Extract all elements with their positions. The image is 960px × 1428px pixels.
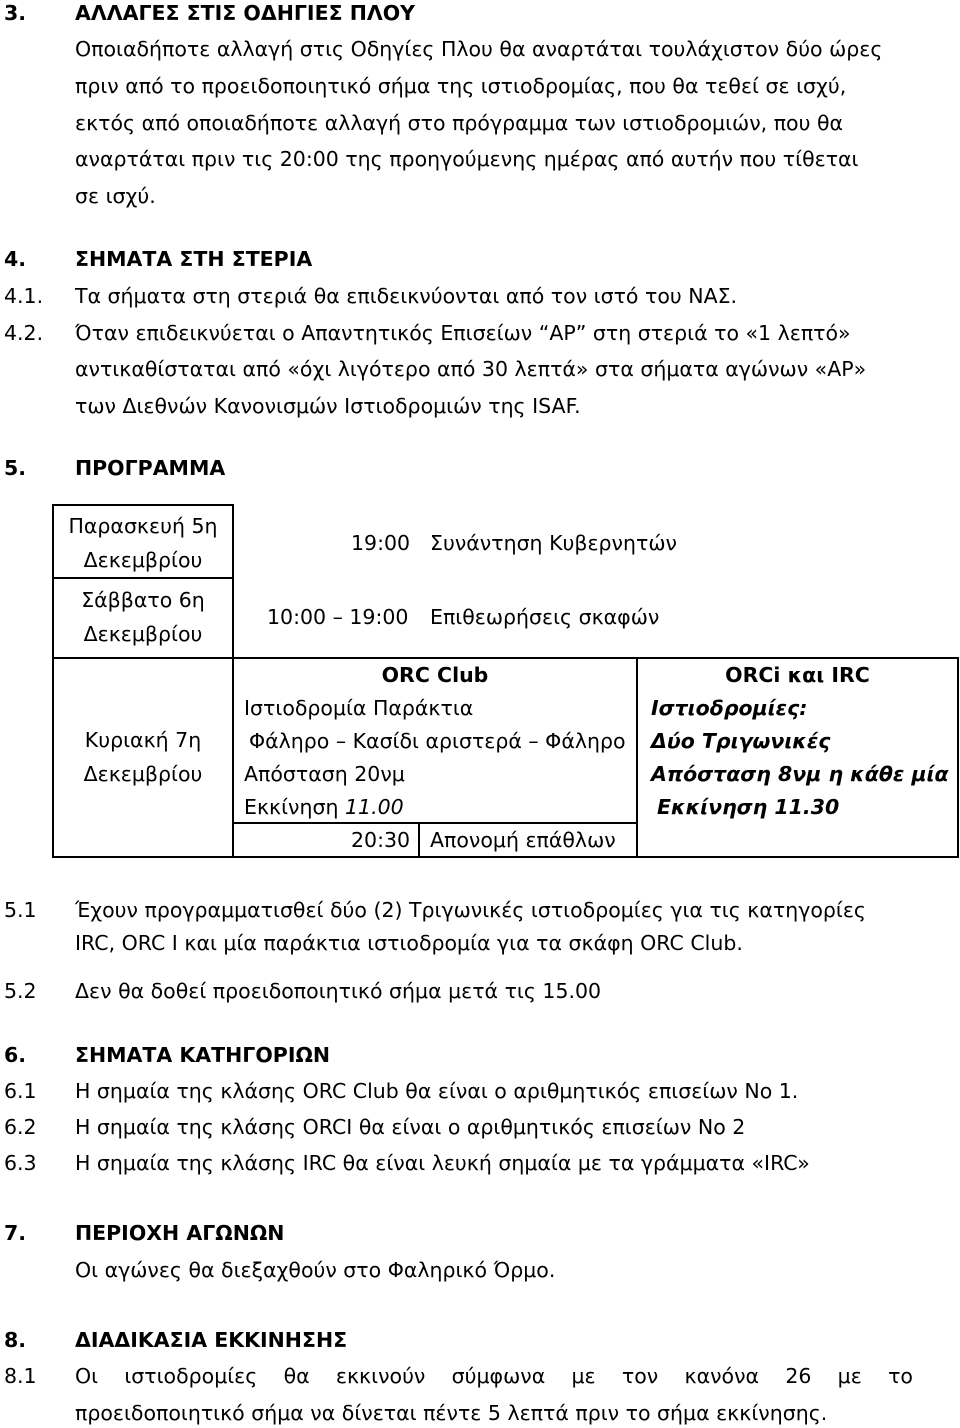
para-5-2-text: Δεν θα δοθεί προειδοποιητικό σήμα μετά τις 15.00 <box>75 979 602 1003</box>
section-3-title: ΑΛΛΑΓΕΣ ΣΤΙΣ ΟΔΗΓΙΕΣ ΠΛΟΥ <box>75 1 416 25</box>
para-6-3-text: Η σημαία της κλάσης IRC θα είναι λευκή σημαία με τα γράμματα «IRC» <box>75 1151 810 1175</box>
friday-event: Συνάντηση Κυβερνητών <box>430 531 677 555</box>
orc-club-course: Φάληρο – Κασίδι αριστερά – Φάληρο <box>249 729 626 753</box>
orci-irc-distance: Απόσταση 8νμ η κάθε μία <box>651 762 949 786</box>
section-3-number: 3. <box>4 1 27 25</box>
sunday-month: Δεκεμβρίου <box>83 762 203 786</box>
para-6-1-text: Η σημαία της κλάσης ORC Club θα είναι ο αριθμητικός επισείων Νο 1. <box>75 1079 799 1103</box>
word: τον <box>621 1364 659 1388</box>
orc-club-distance: Απόσταση 20νμ <box>244 762 405 786</box>
para-5-2-number: 5.2 <box>4 979 37 1003</box>
prize-time: 20:30 <box>351 828 411 852</box>
para-5-1-line-2: IRC, ORC I και μία παράκτια ιστιοδρομία για τα σκάφη ORC Club. <box>75 931 743 955</box>
orci-irc-heading: ORCi και IRC <box>725 663 870 687</box>
para-4-2-line-1: Όταν επιδεικνύεται ο Απαντητικός Επισείων “ΑΡ” στη στεριά το «1 λεπτό» <box>75 321 851 345</box>
orc-club-heading: ORC Club <box>381 663 489 687</box>
table-border-bottom <box>52 856 959 858</box>
word: θα <box>283 1364 310 1388</box>
para-6-2-text: Η σημαία της κλάσης ORCI θα είναι ο αριθμητικός επισείων Νο 2 <box>75 1115 746 1139</box>
orc-club-start-label: Εκκίνηση <box>244 795 345 819</box>
para-6-1-number: 6.1 <box>4 1079 37 1103</box>
section-4-title: ΣΗΜΑΤΑ ΣΤΗ ΣΤΕΡΙΑ <box>75 247 313 271</box>
para-8-1-line-1 <box>75 1363 913 1389</box>
table-prize-row-top <box>232 822 638 824</box>
para-5-1-line-1: Έχουν προγραμματισθεί δύο (2) Τριγωνικές ιστιοδρομίες για τις κατηγορίες <box>75 898 866 922</box>
table-row-divider-1 <box>52 577 234 579</box>
section-3-line-1: Οποιαδήποτε αλλαγή στις Οδηγίες Πλου θα αναρτάται τουλάχιστον δύο ώρες <box>75 37 883 61</box>
orc-club-race-type: Ιστιοδρομία Παράκτια <box>244 696 474 720</box>
friday-month: Δεκεμβρίου <box>83 548 203 572</box>
section-3-line-3: εκτός από οποιαδήποτε αλλαγή στο πρόγραμμα των ιστιοδρομιών, που θα <box>75 111 844 135</box>
para-4-2-line-2: αντικαθίσταται από «όχι λιγότερο από 30 λεπτά» στα σήματα αγώνων «ΑΡ» <box>75 357 867 381</box>
section-5-number: 5. <box>4 456 27 480</box>
para-8-1-line-2: προειδοποιητικό σήμα να δίνεται πέντε 5 λεπτά πριν το σήμα εκκίνησης. <box>75 1401 828 1425</box>
word: Οι <box>75 1364 99 1388</box>
friday-day: Παρασκευή 5η <box>68 514 218 538</box>
section-7-text: Οι αγώνες θα διεξαχθούν στο Φαληρικό Όρμο. <box>75 1258 556 1282</box>
section-8-number: 8. <box>4 1328 27 1352</box>
section-5-title: ΠΡΟΓΡΑΜΜΑ <box>75 456 226 480</box>
section-7-number: 7. <box>4 1221 27 1245</box>
word: κανόνα <box>684 1364 760 1388</box>
para-6-3-number: 6.3 <box>4 1151 37 1175</box>
table-border-right <box>957 657 959 858</box>
word: το <box>888 1364 913 1388</box>
table-divider-prize <box>418 822 420 858</box>
section-3-line-4: αναρτάται πριν τις 20:00 της προηγούμενης ημέρας από αυτήν που τίθεται <box>75 147 859 171</box>
section-6-number: 6. <box>4 1043 27 1067</box>
orc-club-start-time: 11.00 <box>345 795 404 819</box>
para-4-1-text: Τα σήματα στη στεριά θα επιδεικνύονται από τον ιστό του ΝΑΣ. <box>75 284 738 308</box>
saturday-day: Σάββατο 6η <box>81 588 205 612</box>
sunday-day: Κυριακή 7η <box>84 728 202 752</box>
word: 26 <box>785 1364 812 1388</box>
word: με <box>571 1364 596 1388</box>
para-4-2-line-3: των Διεθνών Κανονισμών Ιστιοδρομιών της ISAF. <box>75 394 581 418</box>
word: με <box>837 1364 862 1388</box>
section-3-line-5: σε ισχύ. <box>75 184 156 208</box>
orci-irc-race-type: Δύο Τριγωνικές <box>651 729 831 753</box>
section-7-title: ΠΕΡΙΟΧΗ ΑΓΩΝΩΝ <box>75 1221 285 1245</box>
section-3-line-2: πριν από το προειδοποιητικό σήμα της ιστιοδρομίας, που θα τεθεί σε ισχύ, <box>75 74 847 98</box>
section-4-number: 4. <box>4 247 27 271</box>
word: σύμφωνα <box>451 1364 546 1388</box>
para-5-1-number: 5.1 <box>4 898 37 922</box>
para-4-2-number: 4.2. <box>4 321 44 345</box>
saturday-month: Δεκεμβρίου <box>83 622 203 646</box>
table-border-top <box>52 504 234 506</box>
para-8-1-number: 8.1 <box>4 1364 37 1388</box>
friday-time: 19:00 <box>351 531 411 555</box>
saturday-event: Επιθεωρήσεις σκαφών <box>430 605 660 629</box>
table-row-divider-2 <box>52 657 959 659</box>
para-6-2-number: 6.2 <box>4 1115 37 1139</box>
orc-club-start <box>244 794 404 820</box>
section-6-title: ΣΗΜΑΤΑ ΚΑΤΗΓΟΡΙΩΝ <box>75 1043 331 1067</box>
saturday-time: 10:00 – 19:00 <box>267 605 409 629</box>
orci-irc-start: Εκκίνηση 11.30 <box>657 795 840 819</box>
para-4-1-number: 4.1. <box>4 284 44 308</box>
section-8-title: ΔΙΑΔΙΚΑΣΙΑ ΕΚΚΙΝΗΣΗΣ <box>75 1328 348 1352</box>
word: ιστιοδρομίες <box>124 1364 258 1388</box>
orci-irc-races: Ιστιοδρομίες: <box>651 696 808 720</box>
prize-event: Απονομή επάθλων <box>430 828 616 852</box>
word: εκκινούν <box>335 1364 426 1388</box>
